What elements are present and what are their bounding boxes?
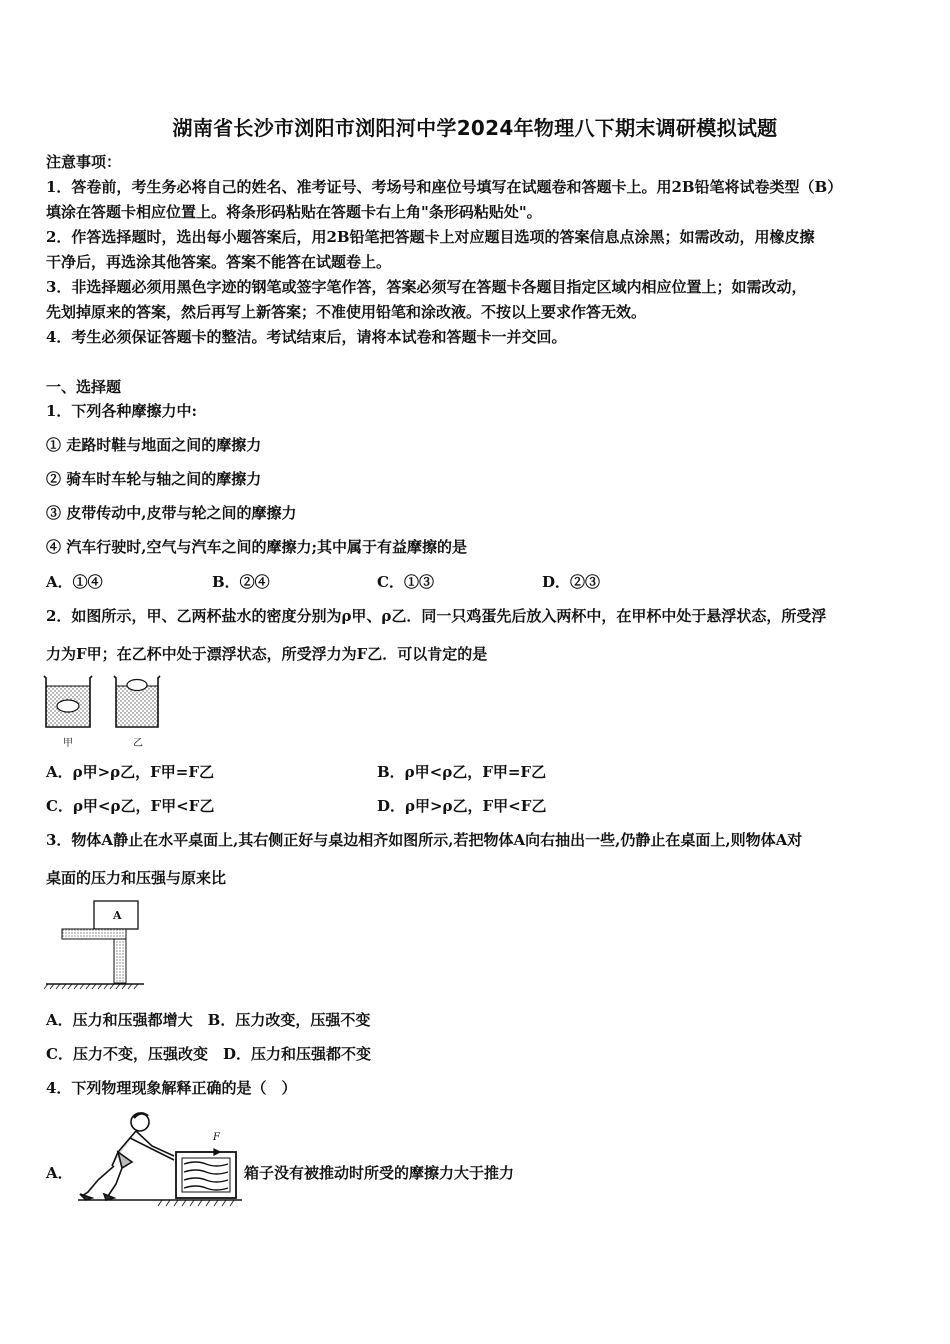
- question-1-item: ③ 皮带传动中,皮带与轮之间的摩擦力: [46, 504, 297, 522]
- beaker-jia: [44, 676, 92, 727]
- q4-option-a-text[interactable]: 箱子没有被推动时所受的摩擦力大于推力: [244, 1164, 515, 1182]
- question-2-stem-cont: 力为F甲；在乙杯中处于漂浮状态，所受浮力为F乙．可以肯定的是: [46, 645, 488, 663]
- q1-option-c[interactable]: C．①③: [377, 573, 434, 591]
- q3-option-ab[interactable]: A．压力和压强都增大 B．压力改变，压强不变: [46, 1011, 371, 1029]
- q1-option-d[interactable]: D．②③: [542, 573, 601, 591]
- question-3-stem: 3．物体A静止在水平桌面上,其右侧正好与桌边相齐如图所示,若把物体A向右抽出一些,仍静止在桌面上,则物体A对: [46, 831, 803, 849]
- notice-line: 填涂在答题卡相应位置上。将条形码粘贴在答题卡右上角"条形码粘贴处"。: [46, 203, 542, 221]
- force-label: F: [213, 1132, 220, 1143]
- beakers-figure: [40, 672, 170, 752]
- notice-line: 干净后，再选涂其他答案。答案不能答在试题卷上。: [46, 253, 392, 271]
- beaker-yi: [114, 676, 160, 727]
- table-block-figure: [44, 896, 144, 992]
- notice-line: 2．作答选择题时，选出每小题答案后，用2B铅笔把答题卡上对应题目选项的答案信息点涂黑；如需改动，用橡皮擦: [46, 228, 815, 246]
- q4-option-a-label[interactable]: A．: [46, 1164, 73, 1182]
- q3-option-cd[interactable]: C．压力不变，压强改变 D．压力和压强都不变: [46, 1045, 371, 1063]
- box: [176, 1152, 236, 1198]
- q2-option-a[interactable]: A．ρ甲>ρ乙，F甲=F乙: [46, 763, 215, 781]
- q1-option-a[interactable]: A．①④: [46, 573, 103, 591]
- question-1-stem: 1．下列各种摩擦力中:: [46, 402, 197, 420]
- question-1-item: ④ 汽车行驶时,空气与汽车之间的摩擦力;其中属于有益摩擦的是: [46, 538, 467, 556]
- question-2-stem: 2．如图所示，甲、乙两杯盐水的密度分别为ρ甲、ρ乙．同一只鸡蛋先后放入两杯中，在甲杯中处于悬浮状态，所受浮: [46, 607, 827, 625]
- notice-line: 3．非选择题必须用黑色字迹的钢笔或签字笔作答，答案必须写在答题卡各题目指定区域内相应位置上；如需改动，: [46, 278, 807, 296]
- q2-option-d[interactable]: D．ρ甲>ρ乙，F甲<F乙: [377, 797, 547, 815]
- q2-option-c[interactable]: C．ρ甲<ρ乙，F甲<F乙: [46, 797, 215, 815]
- beaker-label-yi: 乙: [133, 738, 143, 749]
- question-1-item: ① 走路时鞋与地面之间的摩擦力: [46, 436, 262, 454]
- q2-option-b[interactable]: B．ρ甲<ρ乙，F甲=F乙: [377, 763, 547, 781]
- beaker-label-jia: 甲: [63, 738, 73, 749]
- person-pushing: [80, 1113, 174, 1200]
- notice-line: 1．答卷前，考生务必将自己的姓名、准考证号、考场号和座位号填写在试题卷和答题卡上。用2B铅笔将试卷类型（B）: [46, 178, 843, 196]
- notice-line: 先划掉原来的答案，然后再写上新答案；不准使用铅笔和涂改液。不按以上要求作答无效。: [46, 303, 647, 321]
- block-a-label: A: [113, 909, 122, 922]
- notice-heading: 注意事项：: [46, 153, 122, 171]
- question-3-stem-cont: 桌面的压力和压强与原来比: [46, 869, 227, 887]
- pushing-box-figure: [78, 1108, 242, 1208]
- q1-option-b[interactable]: B．②④: [212, 573, 270, 591]
- notice-line: 4．考生必须保证答题卡的整洁。考试结束后，请将本试卷和答题卡一并交回。: [46, 328, 567, 346]
- question-4-stem: 4．下列物理现象解释正确的是（ ）: [46, 1079, 297, 1097]
- section-heading: 一、选择题: [46, 378, 122, 396]
- exam-title: 湖南省长沙市浏阳市浏阳河中学2024年物理八下期末调研模拟试题: [172, 116, 778, 140]
- question-1-item: ② 骑车时车轮与轴之间的摩擦力: [46, 470, 262, 488]
